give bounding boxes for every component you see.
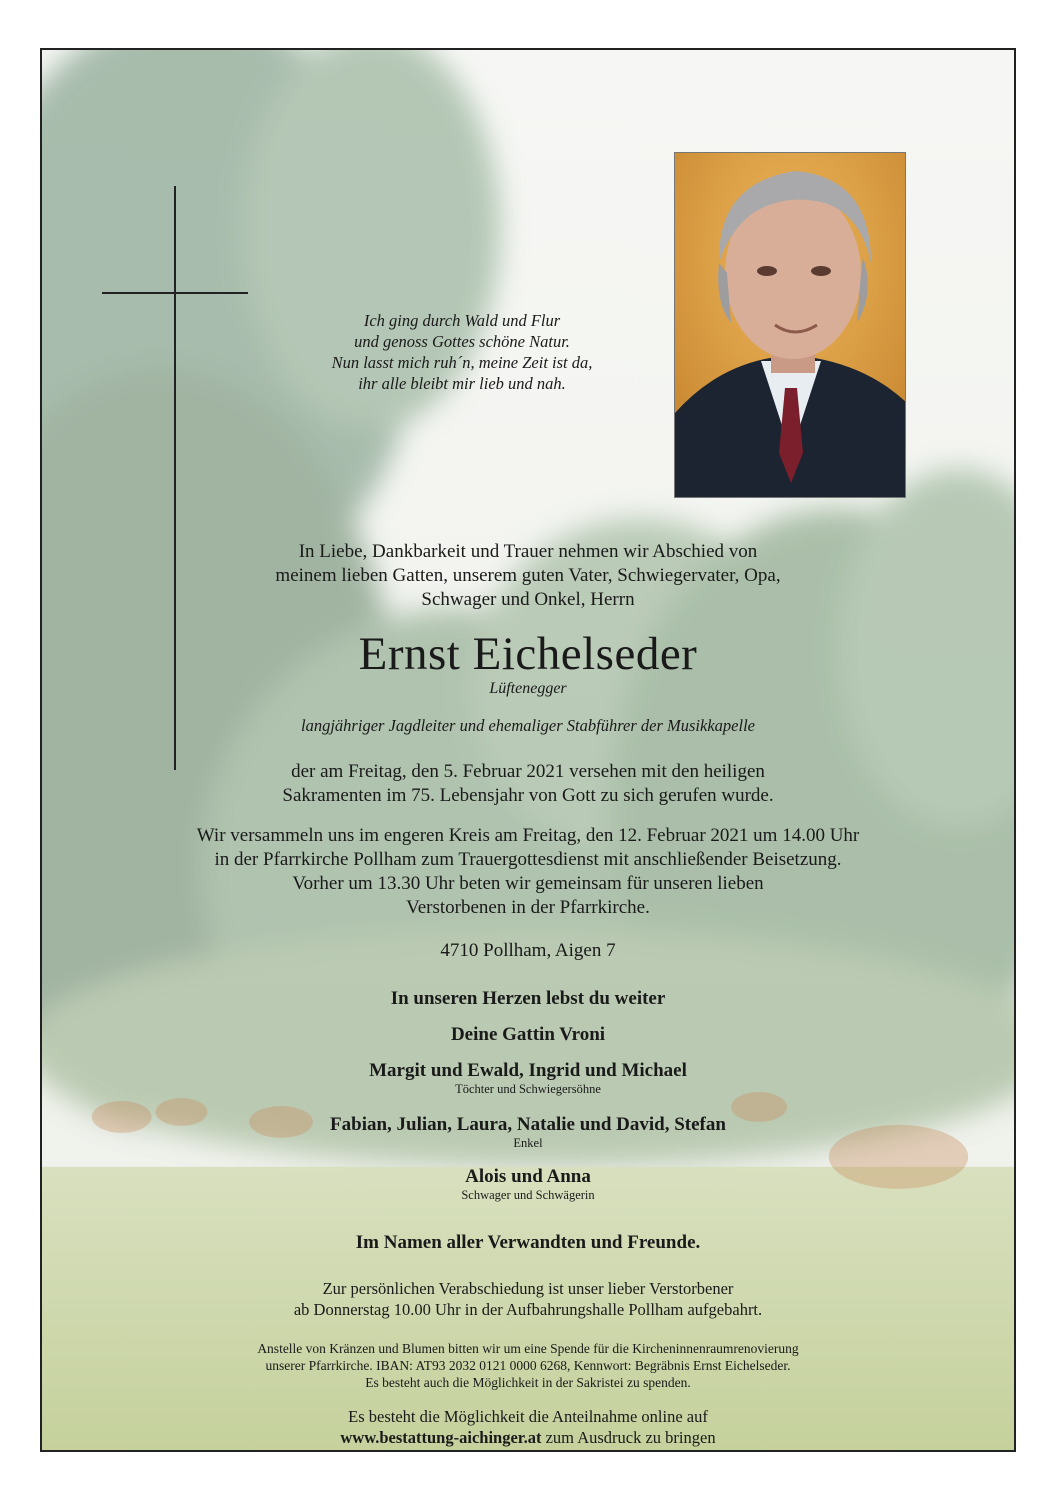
intro-text <box>42 540 1014 612</box>
mourner-relation: Töchter und Schwiegersöhne <box>455 1082 601 1096</box>
donation-line: Anstelle von Kränzen und Blumen bitten wir um eine Spende für die Kircheninnenraumrenovierung <box>257 1341 799 1356</box>
poem <box>232 310 692 394</box>
poem-line: Ich ging durch Wald und Flur <box>363 311 561 330</box>
deceased-nickname: Lüftenegger <box>489 680 567 697</box>
condolence-website-link[interactable]: www.bestattung-aichinger.at <box>340 1428 542 1447</box>
poem-line: ihr alle bleibt mir lieb und nah. <box>358 374 566 393</box>
service-line: Vorher um 13.30 Uhr beten wir gemeinsam für unseren lieben <box>292 873 764 894</box>
mourner-relation: Enkel <box>513 1136 543 1150</box>
mourner-group <box>42 1114 1014 1151</box>
mourner-names: Margit und Ewald, Ingrid und Michael <box>369 1060 687 1081</box>
donation-line: Es besteht auch die Möglichkeit in der Sakristei zu spenden. <box>365 1375 691 1390</box>
closing-line: Im Namen aller Verwandten und Freunde. <box>355 1232 701 1253</box>
death-line: der am Freitag, den 5. Februar 2021 versehen mit den heiligen <box>291 761 765 782</box>
death-line: Sakramenten im 75. Lebensjahr von Gott zu sich gerufen wurde. <box>282 785 774 806</box>
death-notice <box>42 760 1014 808</box>
deceased-role: langjähriger Jagdleiter und ehemaliger Stabführer der Musikkapelle <box>301 716 755 735</box>
mourner-relation: Schwager und Schwägerin <box>461 1188 595 1202</box>
portrait-photo <box>674 152 906 498</box>
mourner-names: Alois und Anna <box>465 1166 591 1187</box>
service-line: Wir versammeln uns im engeren Kreis am Freitag, den 12. Februar 2021 um 14.00 Uhr <box>196 825 860 846</box>
online-suffix: zum Ausdruck zu bringen <box>541 1428 716 1447</box>
donation-line: unserer Pfarrkirche. IBAN: AT93 2032 0121 0000 6268, Kennwort: Begräbnis Ernst Eichelseder. <box>265 1358 791 1373</box>
poem-line: und genoss Gottes schöne Natur. <box>354 332 570 351</box>
service-details <box>42 824 1014 920</box>
mourner-names: Deine Gattin Vroni <box>450 1024 606 1045</box>
poem-line: Nun lasst mich ruh´n, meine Zeit ist da, <box>331 353 593 372</box>
cross-horizontal <box>102 292 248 294</box>
motto: In unseren Herzen lebst du weiter <box>390 988 666 1009</box>
mourner-group <box>42 1060 1014 1097</box>
viewing-line: Zur persönlichen Verabschiedung ist unser lieber Verstorbener <box>322 1279 734 1298</box>
online-line-2 <box>42 1427 1014 1448</box>
intro-line: Schwager und Onkel, Herrn <box>421 589 635 610</box>
online-condolence <box>42 1406 1014 1448</box>
deceased-name: Ernst Eichelseder <box>358 628 698 680</box>
donation-notice <box>42 1340 1014 1391</box>
intro-line: In Liebe, Dankbarkeit und Trauer nehmen wir Abschied von <box>298 541 758 562</box>
online-line: Es besteht die Möglichkeit die Anteilnahme online auf <box>348 1407 708 1426</box>
viewing-line: ab Donnerstag 10.00 Uhr in der Aufbahrungshalle Pollham aufgebahrt. <box>293 1300 763 1319</box>
mourner-names: Fabian, Julian, Laura, Natalie und David, Stefan <box>330 1114 726 1135</box>
viewing-notice <box>42 1278 1014 1320</box>
intro-line: meinem lieben Gatten, unserem guten Vater, Schwiegervater, Opa, <box>275 565 781 586</box>
obituary-card <box>40 48 1016 1452</box>
service-line: Verstorbenen in der Pfarrkirche. <box>406 897 650 918</box>
mourner-group <box>42 1166 1014 1203</box>
address: 4710 Pollham, Aigen 7 <box>440 940 616 961</box>
service-line: in der Pfarrkirche Pollham zum Trauergottesdienst mit anschließender Beisetzung. <box>214 849 842 870</box>
mourner-group <box>42 1024 1014 1046</box>
